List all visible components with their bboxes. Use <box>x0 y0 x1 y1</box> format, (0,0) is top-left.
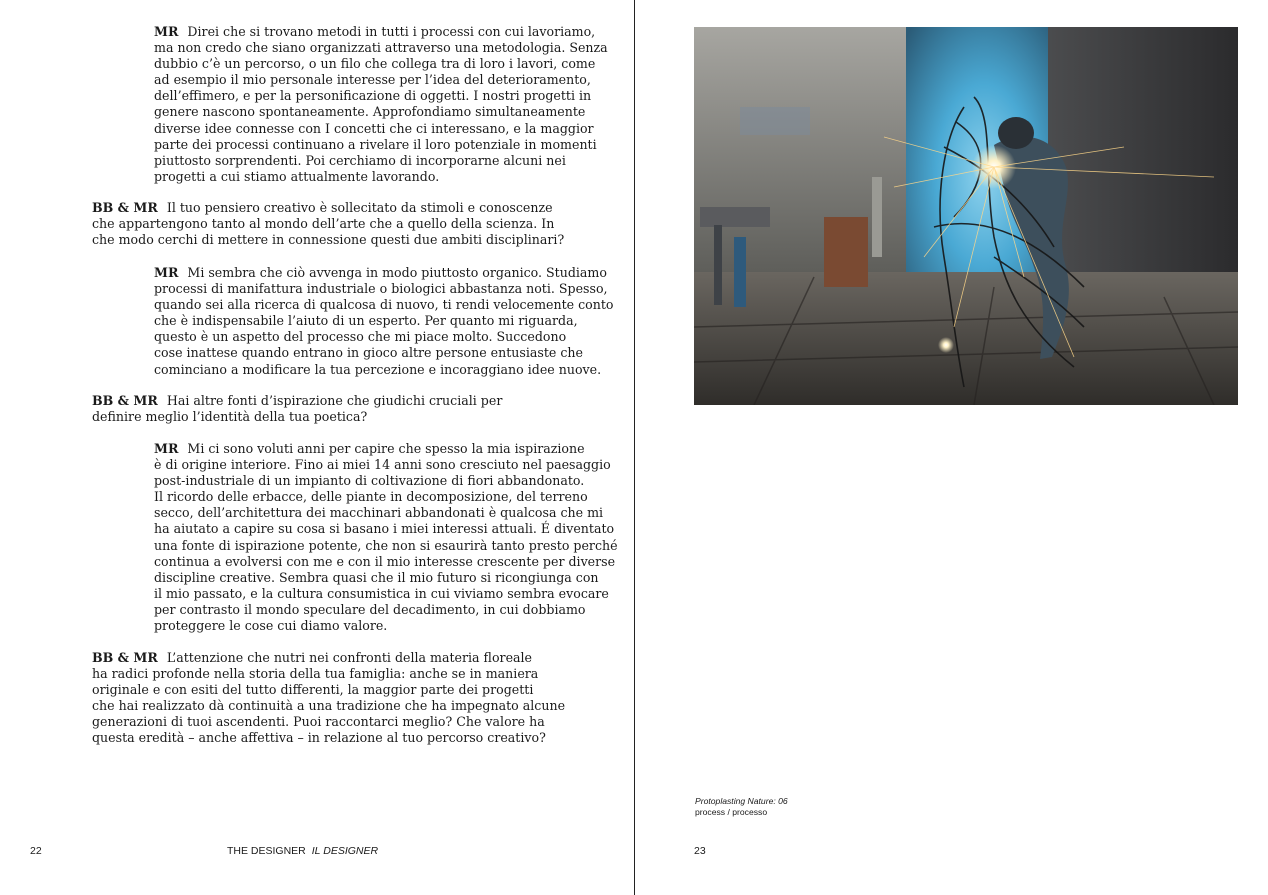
caption-subtitle: process / processo <box>695 807 768 817</box>
question-block <box>92 200 564 248</box>
text-line: per contrasto il mondo speculare del decadimento, in cui dobbiamo <box>154 601 586 617</box>
text-line: proteggere le cose cui diamo valore. <box>154 618 388 634</box>
photo-caption <box>695 796 788 818</box>
text-line: ha radici profonde nella storia della tua famiglia: anche se in maniera <box>92 666 539 682</box>
welder-in-workshop-photo <box>694 27 1238 405</box>
text-line: BB & MR L’attenzione che nutri nei confronti della materia floreale <box>92 650 533 665</box>
running-head-main: THE DESIGNER <box>227 845 306 857</box>
speaker-label: MR <box>154 441 179 456</box>
text-line: che hai realizzato dà continuità a una tradizione che ha impegnato alcune <box>92 698 566 714</box>
speaker-label: MR <box>154 24 179 39</box>
page-number: 22 <box>30 845 42 857</box>
caption-title: Protoplasting Nature: 06 <box>695 796 788 806</box>
answer-block <box>154 265 613 378</box>
text-line: MR Mi ci sono voluti anni per capire che spesso la mia ispirazione <box>154 441 585 456</box>
text-line: piuttosto sorprendenti. Poi cerchiamo di incorporarne alcuni nei <box>154 152 566 168</box>
text-line: il mio passato, e la cultura consumistica in cui viviamo sembra evocare <box>154 585 609 601</box>
answer-block <box>154 24 608 185</box>
text-line: è di origine interiore. Fino ai miei 14 anni sono cresciuto nel paesaggio <box>154 457 611 473</box>
text-line: dell’effimero, e per la personificazione di oggetti. I nostri progetti in <box>154 88 592 104</box>
speaker-label: MR <box>154 265 179 280</box>
text-line: genere nascono spontaneamente. Approfondiamo simultaneamente <box>154 104 586 120</box>
answer-block <box>154 441 618 634</box>
running-head <box>227 845 378 857</box>
question-block <box>92 650 565 747</box>
text-line: ma non credo che siano organizzati attraverso una metodologia. Senza <box>154 40 608 56</box>
text-line: MR Direi che si trovano metodi in tutti i processi con cui lavoriamo, <box>154 24 596 39</box>
text-line: che appartengono tanto al mondo dell’arte che a quello della scienza. In <box>92 216 555 232</box>
speaker-label: BB & MR <box>92 200 158 215</box>
text-line: quando sei alla ricerca di qualcosa di nuovo, ti rendi velocemente conto <box>154 297 614 313</box>
text-line: che modo cerchi di mettere in connessione questi due ambiti disciplinari? <box>92 232 565 248</box>
text-line: processi di manifattura industriale o biologici abbastanza noti. Spesso, <box>154 281 608 297</box>
text-line: diverse idee connesse con I concetti che ci interessano, e la maggior <box>154 120 594 136</box>
text-line: dubbio c’è un percorso, o un filo che collega tra di loro i lavori, come <box>154 56 596 72</box>
text-line: una fonte di ispirazione potente, che non si esaurirà tanto presto perché <box>154 537 618 553</box>
text-line: continua a evolversi con me e con il mio interesse crescente per diverse <box>154 553 616 569</box>
text-line: ha aiutato a capire su cosa si basano i miei interessi attuali. É diventato <box>154 521 615 537</box>
text-line: cominciano a modificare la tua percezione e incoraggiano idee nuove. <box>154 361 602 377</box>
text-line: progetti a cui stiamo attualmente lavorando. <box>154 168 440 184</box>
text-line: post-industriale di un impianto di coltivazione di fiori abbandonato. <box>154 473 585 489</box>
speaker-label: BB & MR <box>92 650 158 665</box>
text-line: Il ricordo delle erbacce, delle piante in decomposizione, del terreno <box>154 489 588 505</box>
text-line: che è indispensabile l’aiuto di un esperto. Per quanto mi riguarda, <box>154 313 578 329</box>
text-line: parte dei processi continuano a rivelare il loro potenziale in momenti <box>154 136 597 152</box>
question-block <box>92 393 502 425</box>
text-line: questa eredità – anche affettiva – in relazione al tuo percorso creativo? <box>92 730 546 746</box>
text-line: BB & MR Hai altre fonti d’ispirazione che giudichi cruciali per <box>92 393 503 408</box>
text-line: ad esempio il mio personale interesse per l’idea del deterioramento, <box>154 72 591 88</box>
text-line: questo è un aspetto del processo che mi piace molto. Succedono <box>154 329 567 345</box>
right-page <box>635 0 1268 895</box>
text-line: MR Mi sembra che ciò avvenga in modo piuttosto organico. Studiamo <box>154 265 607 280</box>
text-line: discipline creative. Sembra quasi che il mio futuro si ricongiunga con <box>154 569 599 585</box>
text-line: BB & MR Il tuo pensiero creativo è sollecitato da stimoli e conoscenze <box>92 200 553 215</box>
text-line: generazioni di tuoi ascendenti. Puoi raccontarci meglio? Che valore ha <box>92 714 545 730</box>
text-line: originale e con esiti del tutto differenti, la maggior parte dei progetti <box>92 682 534 698</box>
running-head-italic: IL DESIGNER <box>311 845 379 857</box>
text-line: cose inattese quando entrano in gioco altre persone entusiaste che <box>154 345 583 361</box>
text-line: definire meglio l’identità della tua poetica? <box>92 409 368 425</box>
page-number: 23 <box>694 845 706 857</box>
text-line: secco, dell’architettura dei macchinari abbandonati è qualcosa che mi <box>154 505 604 521</box>
speaker-label: BB & MR <box>92 393 158 408</box>
